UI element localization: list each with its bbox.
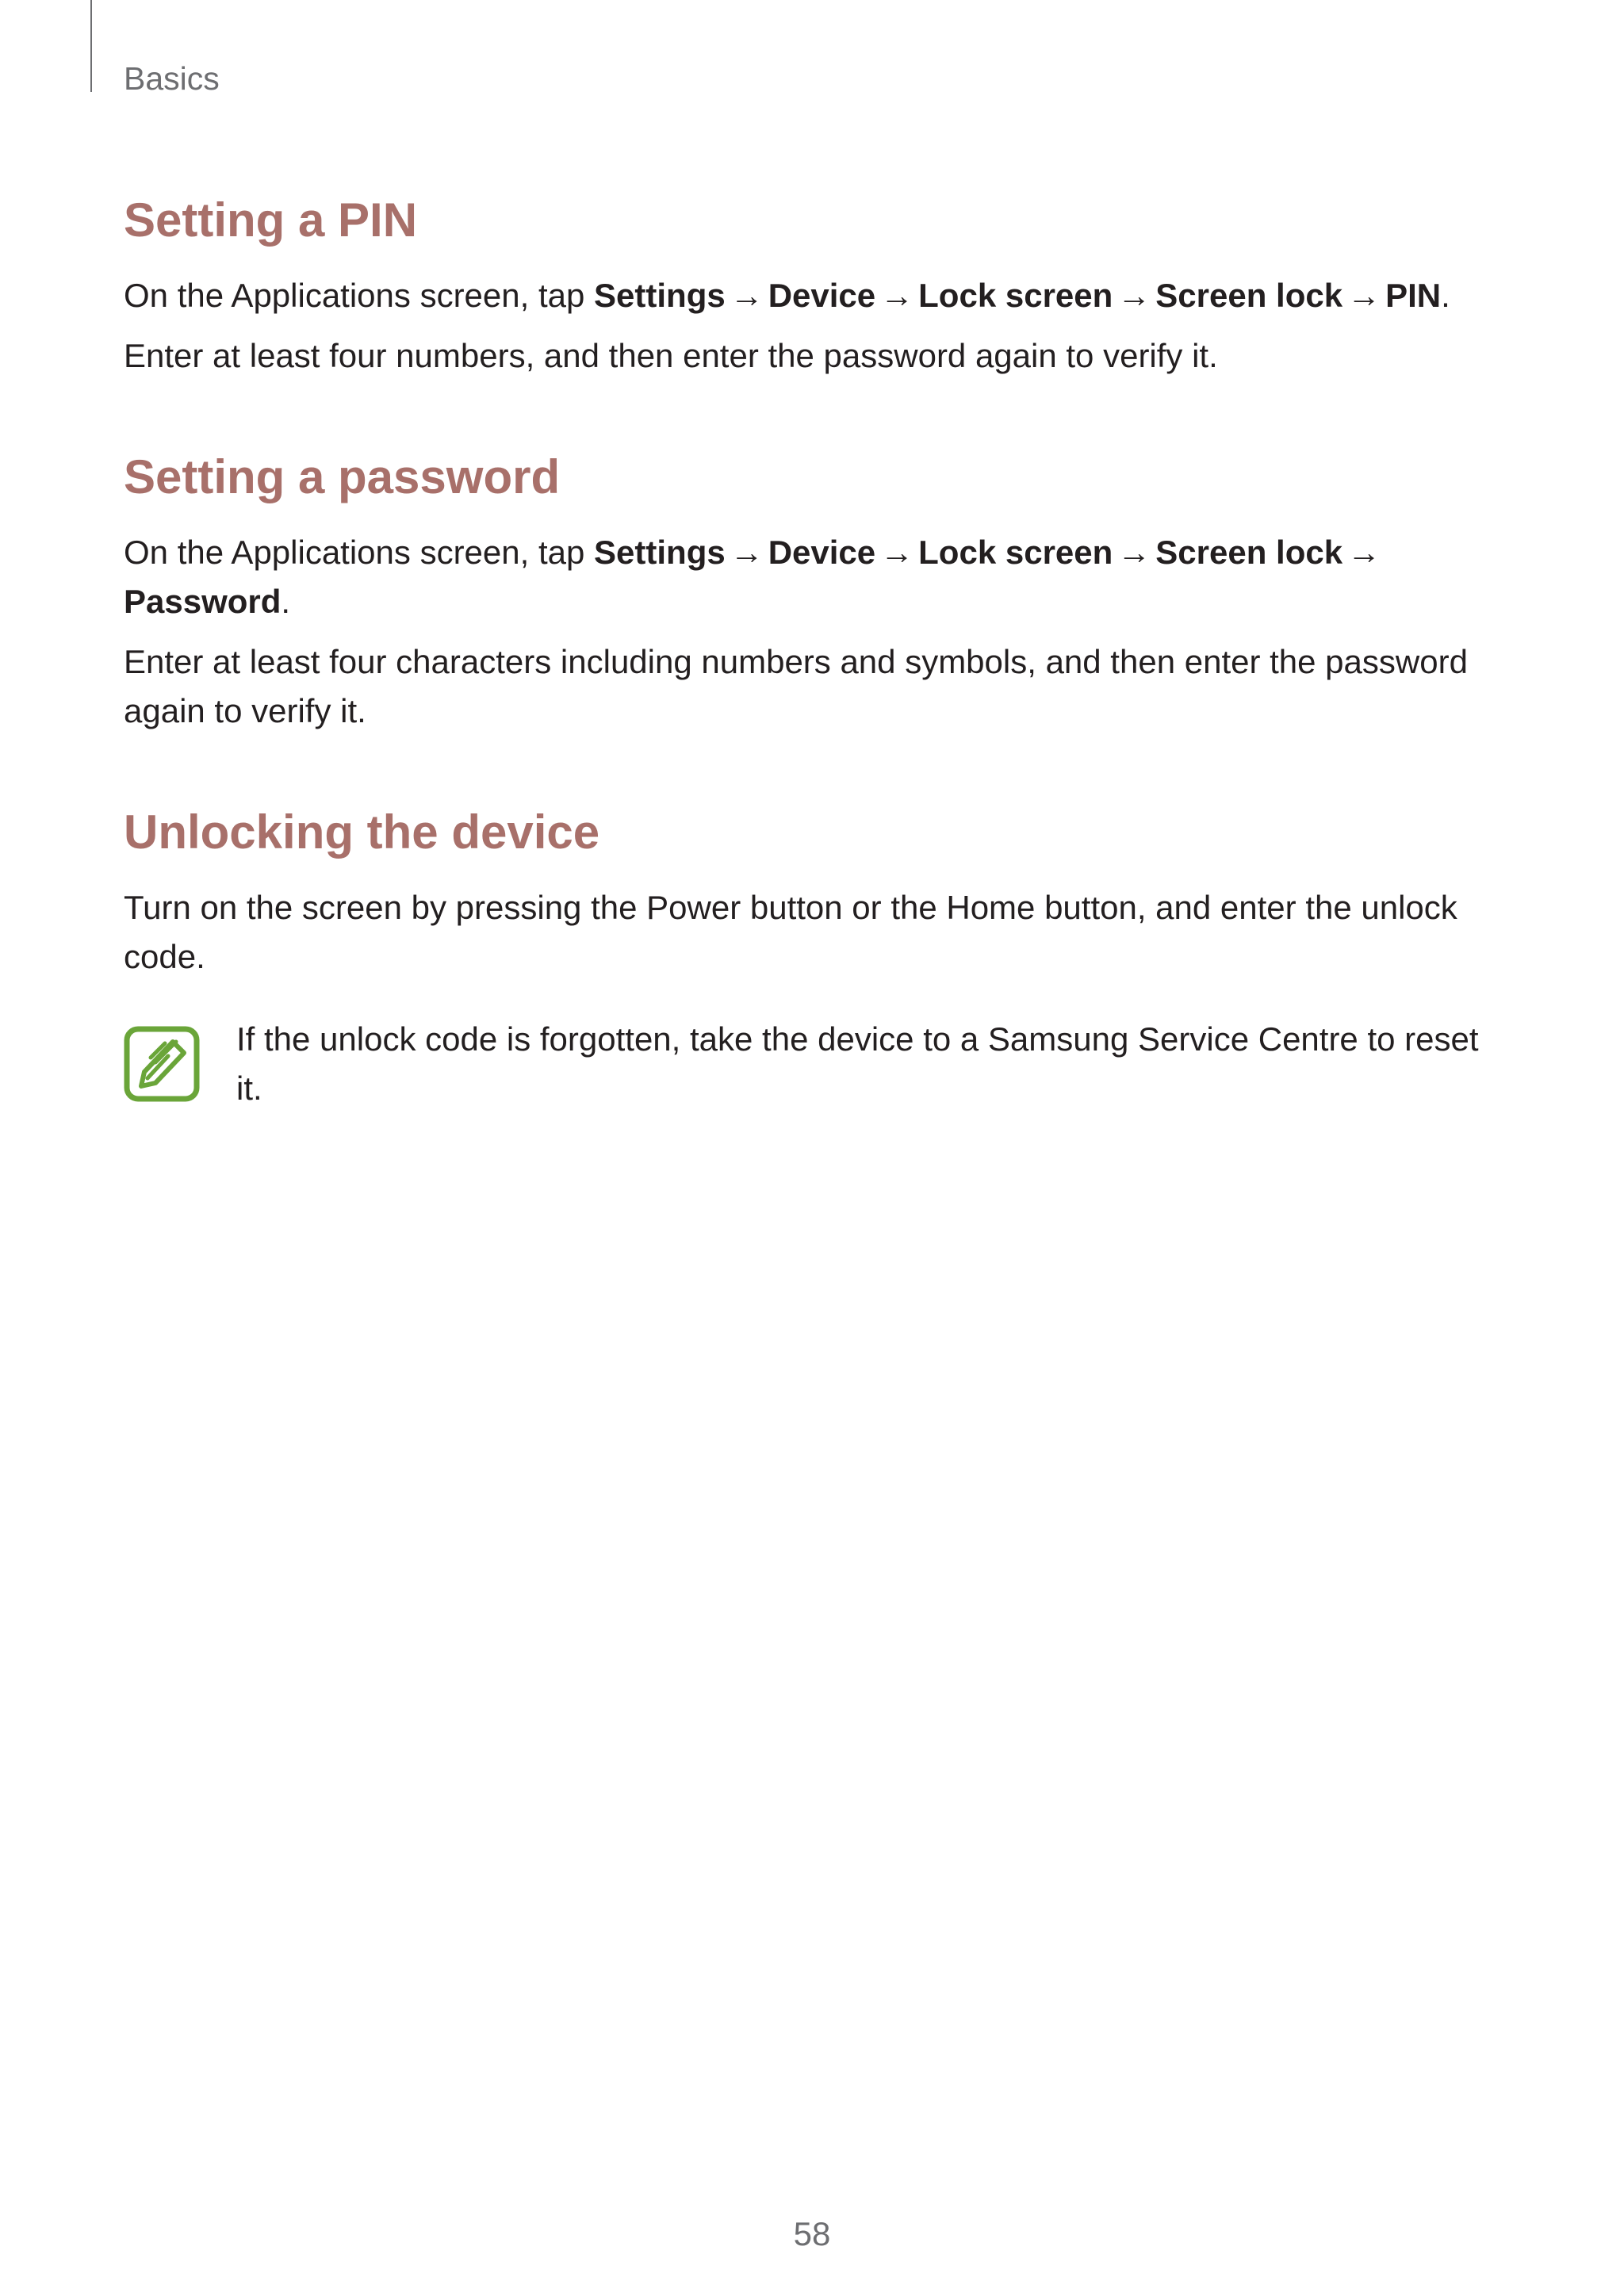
path-intro: On the Applications screen, tap	[124, 277, 595, 314]
header-margin-rule	[90, 0, 92, 92]
body-text: Turn on the screen by pressing the Power button or the Home button, and enter the unlock code.	[124, 889, 1457, 975]
navigation-path	[124, 271, 1503, 320]
path-arrow: →	[730, 534, 764, 571]
section-unlocking-device	[124, 799, 1503, 1113]
path-step: Device	[768, 534, 876, 571]
path-arrow: →	[1347, 534, 1381, 571]
path-arrow: →	[1117, 534, 1151, 571]
path-step: Password	[124, 583, 282, 620]
section-setting-password	[124, 444, 1503, 736]
note-block	[124, 1015, 1503, 1113]
path-intro: On the Applications screen, tap	[124, 534, 595, 571]
path-step: Settings	[594, 534, 726, 571]
running-header: Basics	[124, 60, 220, 97]
path-step: Screen lock	[1155, 277, 1343, 314]
navigation-path	[124, 528, 1503, 626]
path-end: .	[281, 583, 291, 620]
path-arrow: →	[730, 277, 764, 314]
path-step: Screen lock	[1155, 534, 1343, 571]
note-text: If the unlock code is forgotten, take the device to a Samsung Service Centre to reset it.	[236, 1020, 1479, 1107]
section-setting-pin	[124, 187, 1503, 381]
path-step: Settings	[594, 277, 726, 314]
section-heading: Setting a PIN	[124, 193, 418, 247]
path-arrow: →	[880, 277, 914, 314]
note-pencil-icon	[124, 1026, 200, 1102]
path-step: Device	[768, 277, 876, 314]
path-step: Lock screen	[918, 534, 1113, 571]
path-step: Lock screen	[918, 277, 1113, 314]
path-arrow: →	[1117, 277, 1151, 314]
section-heading: Unlocking the device	[124, 806, 600, 859]
path-step: PIN	[1385, 277, 1442, 314]
section-heading: Setting a password	[124, 450, 561, 503]
instruction-text: Enter at least four numbers, and then enter the password again to verify it.	[124, 337, 1218, 374]
path-arrow: →	[1347, 277, 1381, 314]
instruction-text: Enter at least four characters including numbers and symbols, and then enter the password again to verify it.	[124, 643, 1468, 729]
page-number: 58	[793, 2215, 831, 2252]
path-arrow: →	[880, 534, 914, 571]
path-end: .	[1441, 277, 1450, 314]
page-content	[124, 187, 1503, 1177]
